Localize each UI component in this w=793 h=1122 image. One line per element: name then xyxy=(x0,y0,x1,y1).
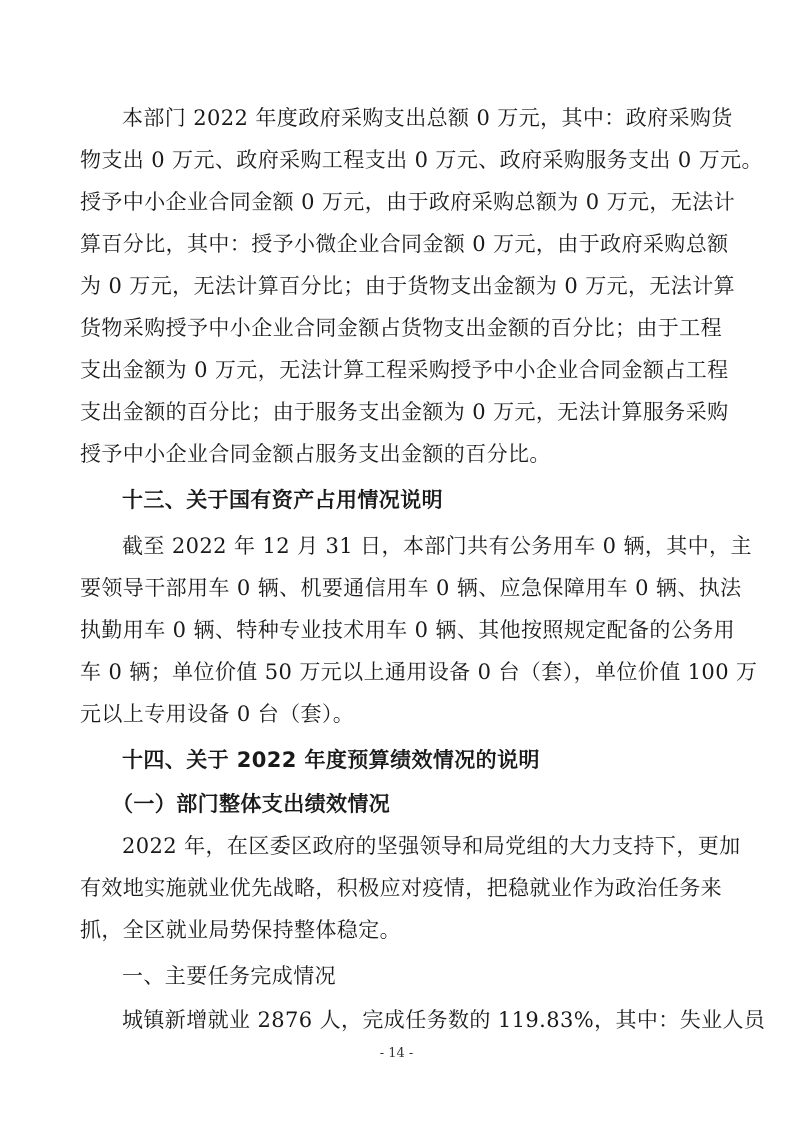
section-heading: 十三、关于国有资产占用情况说明 xyxy=(122,488,443,512)
paragraph-line: 元以上专用设备 0 台（套）。 xyxy=(80,702,355,726)
subsection-heading: （一）部门整体支出绩效情况 xyxy=(112,792,391,816)
paragraph-line: 要领导干部用车 0 辆、机要通信用车 0 辆、应急保障用车 0 辆、执法 xyxy=(80,576,742,600)
paragraph-line: 有效地实施就业优先战略，积极应对疫情，把稳就业作为政治任务来 xyxy=(80,876,722,900)
paragraph-line: 授予中小企业合同金额 0 万元，由于政府采购总额为 0 万元，无法计 xyxy=(80,190,736,214)
paragraph-line: 支出金额为 0 万元，无法计算工程采购授予中小企业合同金额占工程 xyxy=(80,358,729,382)
paragraph-line: 截至 2022 年 12 月 31 日，本部门共有公务用车 0 辆，其中，主 xyxy=(122,534,752,558)
paragraph-line: 货物采购授予中小企业合同金额占货物支出金额的百分比；由于工程 xyxy=(80,316,722,340)
paragraph-line: 城镇新增就业 2876 人，完成任务数的 119.83%，其中：失业人员 xyxy=(122,1008,766,1032)
paragraph-line: 车 0 辆；单位价值 50 万元以上通用设备 0 台（套），单位价值 100 万 xyxy=(80,660,758,684)
paragraph-line: 为 0 万元，无法计算百分比；由于货物支出金额为 0 万元，无法计算 xyxy=(80,274,736,298)
paragraph-line: 物支出 0 万元、政府采购工程支出 0 万元、政府采购服务支出 0 万元。 xyxy=(80,148,763,172)
paragraph-line: 抓，全区就业局势保持整体稳定。 xyxy=(80,918,401,942)
paragraph-line: 2022 年，在区委区政府的坚强领导和局党组的大力支持下，更加 xyxy=(122,834,741,858)
paragraph-line: 算百分比，其中：授予小微企业合同金额 0 万元，由于政府采购总额 xyxy=(80,232,729,256)
paragraph-line: 支出金额的百分比；由于服务支出金额为 0 万元，无法计算服务采购 xyxy=(80,400,729,424)
paragraph-line: 本部门 2022 年度政府采购支出总额 0 万元，其中：政府采购货 xyxy=(122,106,733,130)
page-number: - 14 - xyxy=(379,1046,414,1061)
paragraph-line: 授予中小企业合同金额占服务支出金额的百分比。 xyxy=(80,442,551,466)
section-heading: 十四、关于 2022 年度预算绩效情况的说明 xyxy=(122,748,540,772)
list-item-heading: 一、主要任务完成情况 xyxy=(122,964,336,988)
paragraph-line: 执勤用车 0 辆、特种专业技术用车 0 辆、其他按照规定配备的公务用 xyxy=(80,618,736,642)
